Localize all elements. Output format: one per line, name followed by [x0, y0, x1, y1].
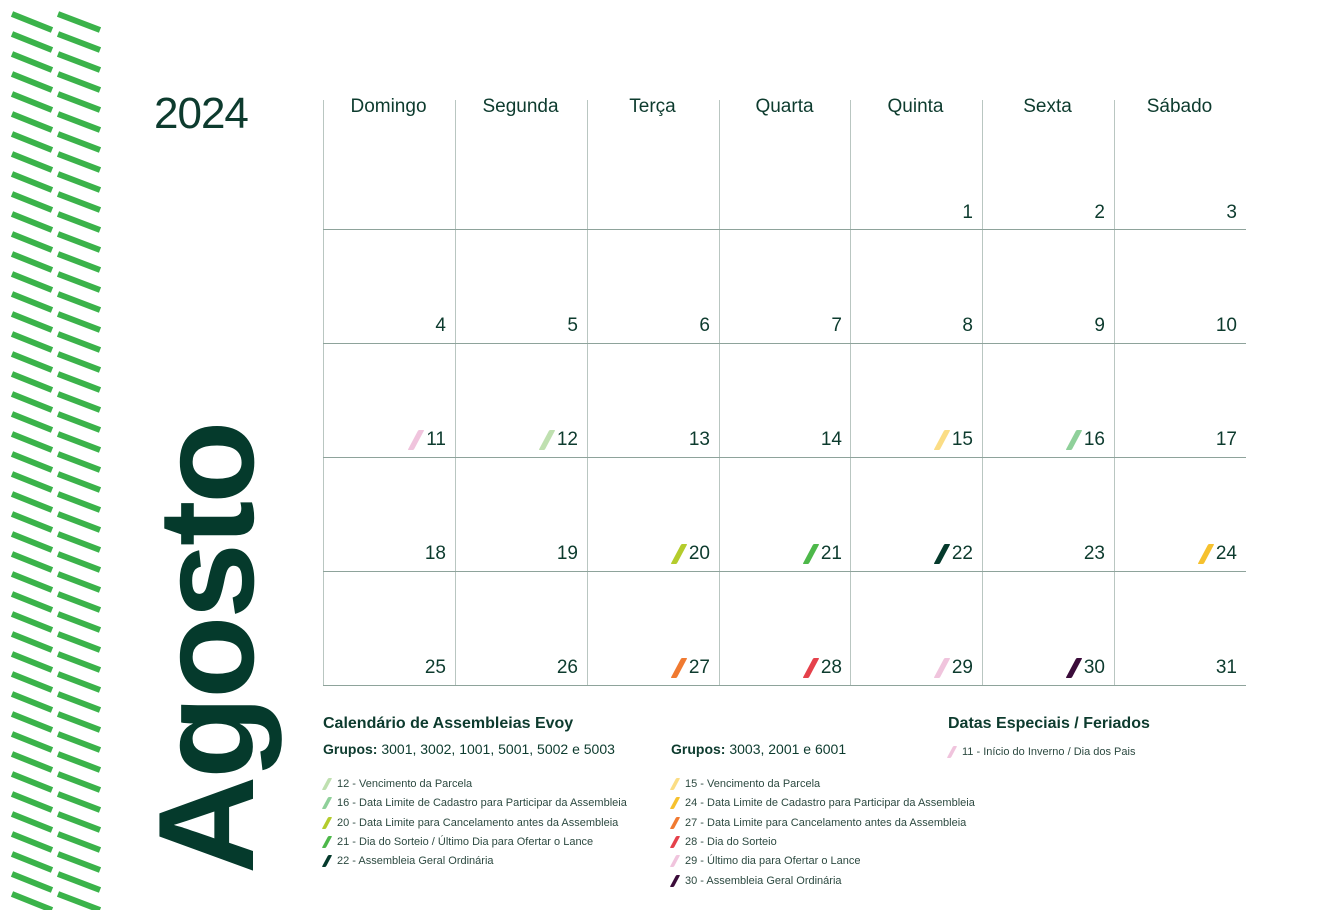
day-label: 16: [1083, 429, 1105, 450]
day-number: [821, 429, 842, 451]
legend-item: [325, 796, 627, 810]
stripe-line: [58, 214, 100, 230]
day-label: 18: [424, 543, 446, 564]
stripe-line: [58, 354, 100, 370]
event-marker: [671, 544, 688, 564]
stripe-line: [12, 474, 52, 490]
groups-b: [671, 740, 846, 758]
day-label: 12: [556, 429, 578, 450]
day-number: [557, 543, 578, 565]
calendar-grid: [323, 96, 1246, 686]
stripe-line: [58, 494, 100, 510]
stripe-line: [58, 814, 100, 830]
legend-text: 24 - Data Limite de Cadastro para Participar da Assembleia: [685, 797, 975, 810]
day-label: 9: [1094, 315, 1105, 336]
stripe-line: [58, 674, 100, 690]
legend-marker: [670, 817, 680, 829]
day-cell: [587, 343, 718, 457]
day-cell: [455, 343, 586, 457]
day-number: [808, 657, 842, 679]
stripe-line: [58, 794, 100, 810]
day-number: [831, 315, 842, 337]
stripe-line: [58, 714, 100, 730]
stripe-line: [58, 834, 100, 850]
stripe-line: [12, 774, 52, 790]
stripe-line: [12, 214, 52, 230]
weekday-0: Domingo: [350, 96, 427, 117]
event-marker: [934, 544, 951, 564]
stripe-line: [12, 74, 52, 90]
stripe-line: [58, 754, 100, 770]
stripe-line: [58, 54, 100, 70]
stripe-line: [12, 834, 52, 850]
day-cell: [850, 457, 981, 571]
legend-item: [950, 745, 1135, 759]
stripe-line: [12, 594, 52, 610]
stripe-line: [12, 174, 52, 190]
day-number: [939, 657, 973, 679]
legend-text: 15 - Vencimento da Parcela: [685, 778, 821, 790]
legend-item: [325, 777, 472, 791]
groups-a-list: 3001, 3002, 1001, 5001, 5002 e 5003: [381, 741, 615, 757]
stripe-line: [58, 334, 100, 350]
day-cell: [1114, 116, 1245, 230]
weekday-1: Segunda: [482, 96, 559, 117]
weekday-4: Quinta: [887, 96, 944, 117]
stripe-line: [12, 194, 52, 210]
day-number: [808, 543, 842, 565]
stripe-line: [58, 34, 100, 50]
stripe-line: [12, 454, 52, 470]
stripe-line: [12, 134, 52, 150]
stripe-line: [58, 594, 100, 610]
day-number: [413, 429, 446, 451]
stripe-line: [58, 234, 100, 250]
day-label: 1: [962, 202, 973, 223]
day-number: [1203, 543, 1237, 565]
day-label: 6: [699, 315, 710, 336]
stripe-line: [58, 634, 100, 650]
day-cell: [323, 229, 454, 343]
stripe-line: [12, 114, 52, 130]
day-label: 21: [820, 543, 842, 564]
day-cell: [1114, 571, 1245, 685]
legend-item: [673, 777, 820, 791]
stripe-line: [12, 854, 52, 870]
stripe-line: [58, 694, 100, 710]
day-label: 30: [1083, 657, 1105, 678]
event-marker: [539, 430, 556, 450]
groups-b-list: 3003, 2001 e 6001: [729, 741, 847, 757]
day-cell: [850, 229, 981, 343]
stripe-line: [58, 654, 100, 670]
stripe-line: [58, 854, 100, 870]
month-title: Agosto: [130, 423, 282, 874]
stripe-line: [58, 574, 100, 590]
legend-text: 20 - Data Limite para Cancelamento antes da Assembleia: [337, 816, 619, 829]
stripe-line: [58, 134, 100, 150]
groups-label: Grupos:: [323, 741, 378, 757]
day-cell: [455, 229, 586, 343]
legend-item: [673, 854, 860, 868]
legend-marker: [947, 746, 957, 758]
day-number: [567, 315, 578, 337]
stripe-line: [12, 294, 52, 310]
stripe-line: [12, 554, 52, 570]
day-label: 4: [435, 315, 446, 336]
stripe-line: [12, 54, 52, 70]
event-marker: [1198, 544, 1215, 564]
stripe-line: [12, 814, 52, 830]
legend-text: 21 - Dia do Sorteio / Último Dia para Ofertar o Lance: [337, 835, 594, 848]
event-marker: [934, 658, 951, 678]
event-marker: [408, 430, 425, 450]
stripe-line: [12, 314, 52, 330]
weekday-3: Quarta: [755, 96, 814, 117]
day-cell: [455, 571, 586, 685]
legend-marker: [322, 836, 332, 848]
day-cell: [719, 571, 850, 685]
day-label: 14: [820, 429, 842, 450]
stripe-line: [58, 554, 100, 570]
day-cell: [719, 229, 850, 343]
day-cell: [323, 457, 454, 571]
stripe-line: [58, 734, 100, 750]
stripe-line: [12, 234, 52, 250]
year-title: 2024: [154, 89, 248, 138]
stripe-line: [58, 454, 100, 470]
stripe-line: [58, 174, 100, 190]
day-number: [1216, 315, 1237, 337]
day-label: 3: [1226, 202, 1237, 223]
stripe-line: [58, 474, 100, 490]
stripe-line: [12, 614, 52, 630]
stripe-line: [58, 294, 100, 310]
day-number: [962, 202, 973, 224]
day-label: 11: [426, 429, 446, 450]
day-number: [544, 429, 578, 451]
stripe-line: [12, 254, 52, 270]
day-number: [1226, 202, 1237, 224]
day-number: [689, 429, 710, 451]
stripe-line: [58, 94, 100, 110]
event-marker: [803, 544, 820, 564]
day-number: [699, 315, 710, 337]
day-cell: [850, 571, 981, 685]
day-cell: [587, 457, 718, 571]
stripe-line: [12, 694, 52, 710]
day-cell: [1114, 229, 1245, 343]
stripe-line: [58, 874, 100, 890]
day-label: 7: [831, 315, 842, 336]
stripe-line: [12, 14, 52, 30]
stripe-line: [12, 154, 52, 170]
weekday-2: Terça: [629, 96, 676, 117]
special-dates-title: Datas Especiais / Feriados: [948, 715, 1150, 732]
stripe-line: [58, 774, 100, 790]
day-number: [1071, 657, 1105, 679]
day-label: 26: [556, 657, 578, 678]
legend-text: 12 - Vencimento da Parcela: [337, 778, 473, 790]
stripe-line: [58, 274, 100, 290]
event-marker: [671, 658, 688, 678]
legend-text: 16 - Data Limite de Cadastro para Participar da Assembleia: [337, 797, 627, 810]
day-cell: [982, 457, 1113, 571]
day-number: [1216, 657, 1237, 679]
legend-item: [325, 835, 593, 849]
legend-marker: [670, 836, 680, 848]
day-cell: [1114, 457, 1245, 571]
stripe-line: [58, 154, 100, 170]
day-cell: [587, 571, 718, 685]
day-number: [939, 429, 973, 451]
day-number: [676, 543, 710, 565]
day-cell: [323, 571, 454, 685]
day-cell: [587, 229, 718, 343]
stripe-line: [12, 574, 52, 590]
stripe-line: [12, 714, 52, 730]
legend-marker: [670, 778, 680, 790]
day-cell: [982, 229, 1113, 343]
day-cell: [323, 343, 454, 457]
legend-marker: [322, 855, 332, 867]
event-marker: [1066, 430, 1083, 450]
legend-item: [325, 816, 618, 830]
stripe-line: [12, 634, 52, 650]
day-label: 2: [1094, 202, 1105, 223]
legend-marker: [670, 797, 680, 809]
stripe-line: [12, 654, 52, 670]
legend-item: [673, 835, 777, 849]
legend-item: [673, 796, 975, 810]
stripe-line: [12, 534, 52, 550]
stripe-line: [58, 394, 100, 410]
day-number: [1084, 543, 1105, 565]
day-number: [939, 543, 973, 565]
legend-text: 29 - Último dia para Ofertar o Lance: [685, 855, 861, 868]
stripe-line: [12, 334, 52, 350]
day-label: 25: [424, 657, 446, 678]
day-cell: [1114, 343, 1245, 457]
legend-item: [673, 874, 842, 888]
day-cell: [982, 116, 1113, 230]
event-marker: [803, 658, 820, 678]
day-number: [676, 657, 710, 679]
day-cell: [719, 343, 850, 457]
day-label: 29: [951, 657, 973, 678]
legend-text: 11 - Início do Inverno / Dia dos Pais: [962, 746, 1136, 758]
stripe-line: [58, 314, 100, 330]
stripe-line: [58, 534, 100, 550]
day-label: 5: [567, 315, 578, 336]
day-cell: [850, 343, 981, 457]
day-label: 27: [688, 657, 710, 678]
day-number: [1094, 315, 1105, 337]
stripe-line: [58, 614, 100, 630]
stripe-line: [58, 414, 100, 430]
groups-a: [323, 740, 615, 758]
day-number: [1071, 429, 1105, 451]
event-marker: [1066, 658, 1083, 678]
stripe-line: [58, 254, 100, 270]
stripe-line: [58, 74, 100, 90]
stripe-line: [12, 894, 52, 910]
day-number: [425, 657, 446, 679]
stripe-line: [12, 754, 52, 770]
decorative-stripes: [0, 0, 110, 910]
legend-marker: [670, 875, 680, 887]
event-marker: [934, 430, 951, 450]
day-number: [1216, 429, 1237, 451]
day-label: 23: [1083, 543, 1105, 564]
day-number: [557, 657, 578, 679]
day-label: 13: [688, 429, 710, 450]
stripe-line: [12, 34, 52, 50]
day-number: [962, 315, 973, 337]
stripe-line: [12, 354, 52, 370]
stripe-line: [12, 274, 52, 290]
stripe-line: [58, 514, 100, 530]
day-cell: [455, 457, 586, 571]
weekday-5: Sexta: [1023, 96, 1072, 117]
day-label: 22: [951, 543, 973, 564]
stripe-line: [58, 434, 100, 450]
weekday-6: Sábado: [1146, 96, 1213, 117]
stripe-line: [12, 794, 52, 810]
day-cell: [982, 571, 1113, 685]
day-number: [435, 315, 446, 337]
stripe-line: [12, 874, 52, 890]
day-label: 20: [688, 543, 710, 564]
stripe-line: [12, 94, 52, 110]
day-cell: [982, 343, 1113, 457]
stripe-line: [12, 674, 52, 690]
groups-label: Grupos:: [671, 741, 726, 757]
legend-text: 30 - Assembleia Geral Ordinária: [685, 874, 842, 887]
day-number: [425, 543, 446, 565]
day-label: 28: [820, 657, 842, 678]
stripe-line: [58, 374, 100, 390]
day-label: 17: [1215, 429, 1237, 450]
stripe-line: [12, 434, 52, 450]
legend-marker: [322, 797, 332, 809]
day-label: 15: [951, 429, 973, 450]
stripe-line: [12, 374, 52, 390]
day-cell: [850, 116, 981, 230]
stripe-line: [12, 394, 52, 410]
legend-item: [673, 816, 966, 830]
day-cell: [719, 457, 850, 571]
day-label: 10: [1215, 315, 1237, 336]
legend-text: 27 - Data Limite para Cancelamento antes da Assembleia: [685, 816, 967, 829]
legend-marker: [670, 855, 680, 867]
stripe-line: [58, 114, 100, 130]
grid-hline: [323, 685, 1246, 686]
day-label: 8: [962, 315, 973, 336]
stripe-line: [12, 494, 52, 510]
stripe-line: [58, 194, 100, 210]
day-label: 24: [1215, 543, 1237, 564]
day-label: 31: [1215, 657, 1237, 678]
day-number: [1094, 202, 1105, 224]
legend-item: [325, 854, 494, 868]
legend-title: Calendário de Assembleias Evoy: [323, 715, 574, 732]
stripe-line: [12, 414, 52, 430]
stripe-line: [12, 514, 52, 530]
legend-marker: [322, 817, 332, 829]
day-label: 19: [556, 543, 578, 564]
stripe-line: [58, 14, 100, 30]
legend-text: 28 - Dia do Sorteio: [685, 835, 777, 848]
legend-text: 22 - Assembleia Geral Ordinária: [337, 855, 494, 868]
stripe-line: [58, 894, 100, 910]
stripe-line: [12, 734, 52, 750]
legend-marker: [322, 778, 332, 790]
